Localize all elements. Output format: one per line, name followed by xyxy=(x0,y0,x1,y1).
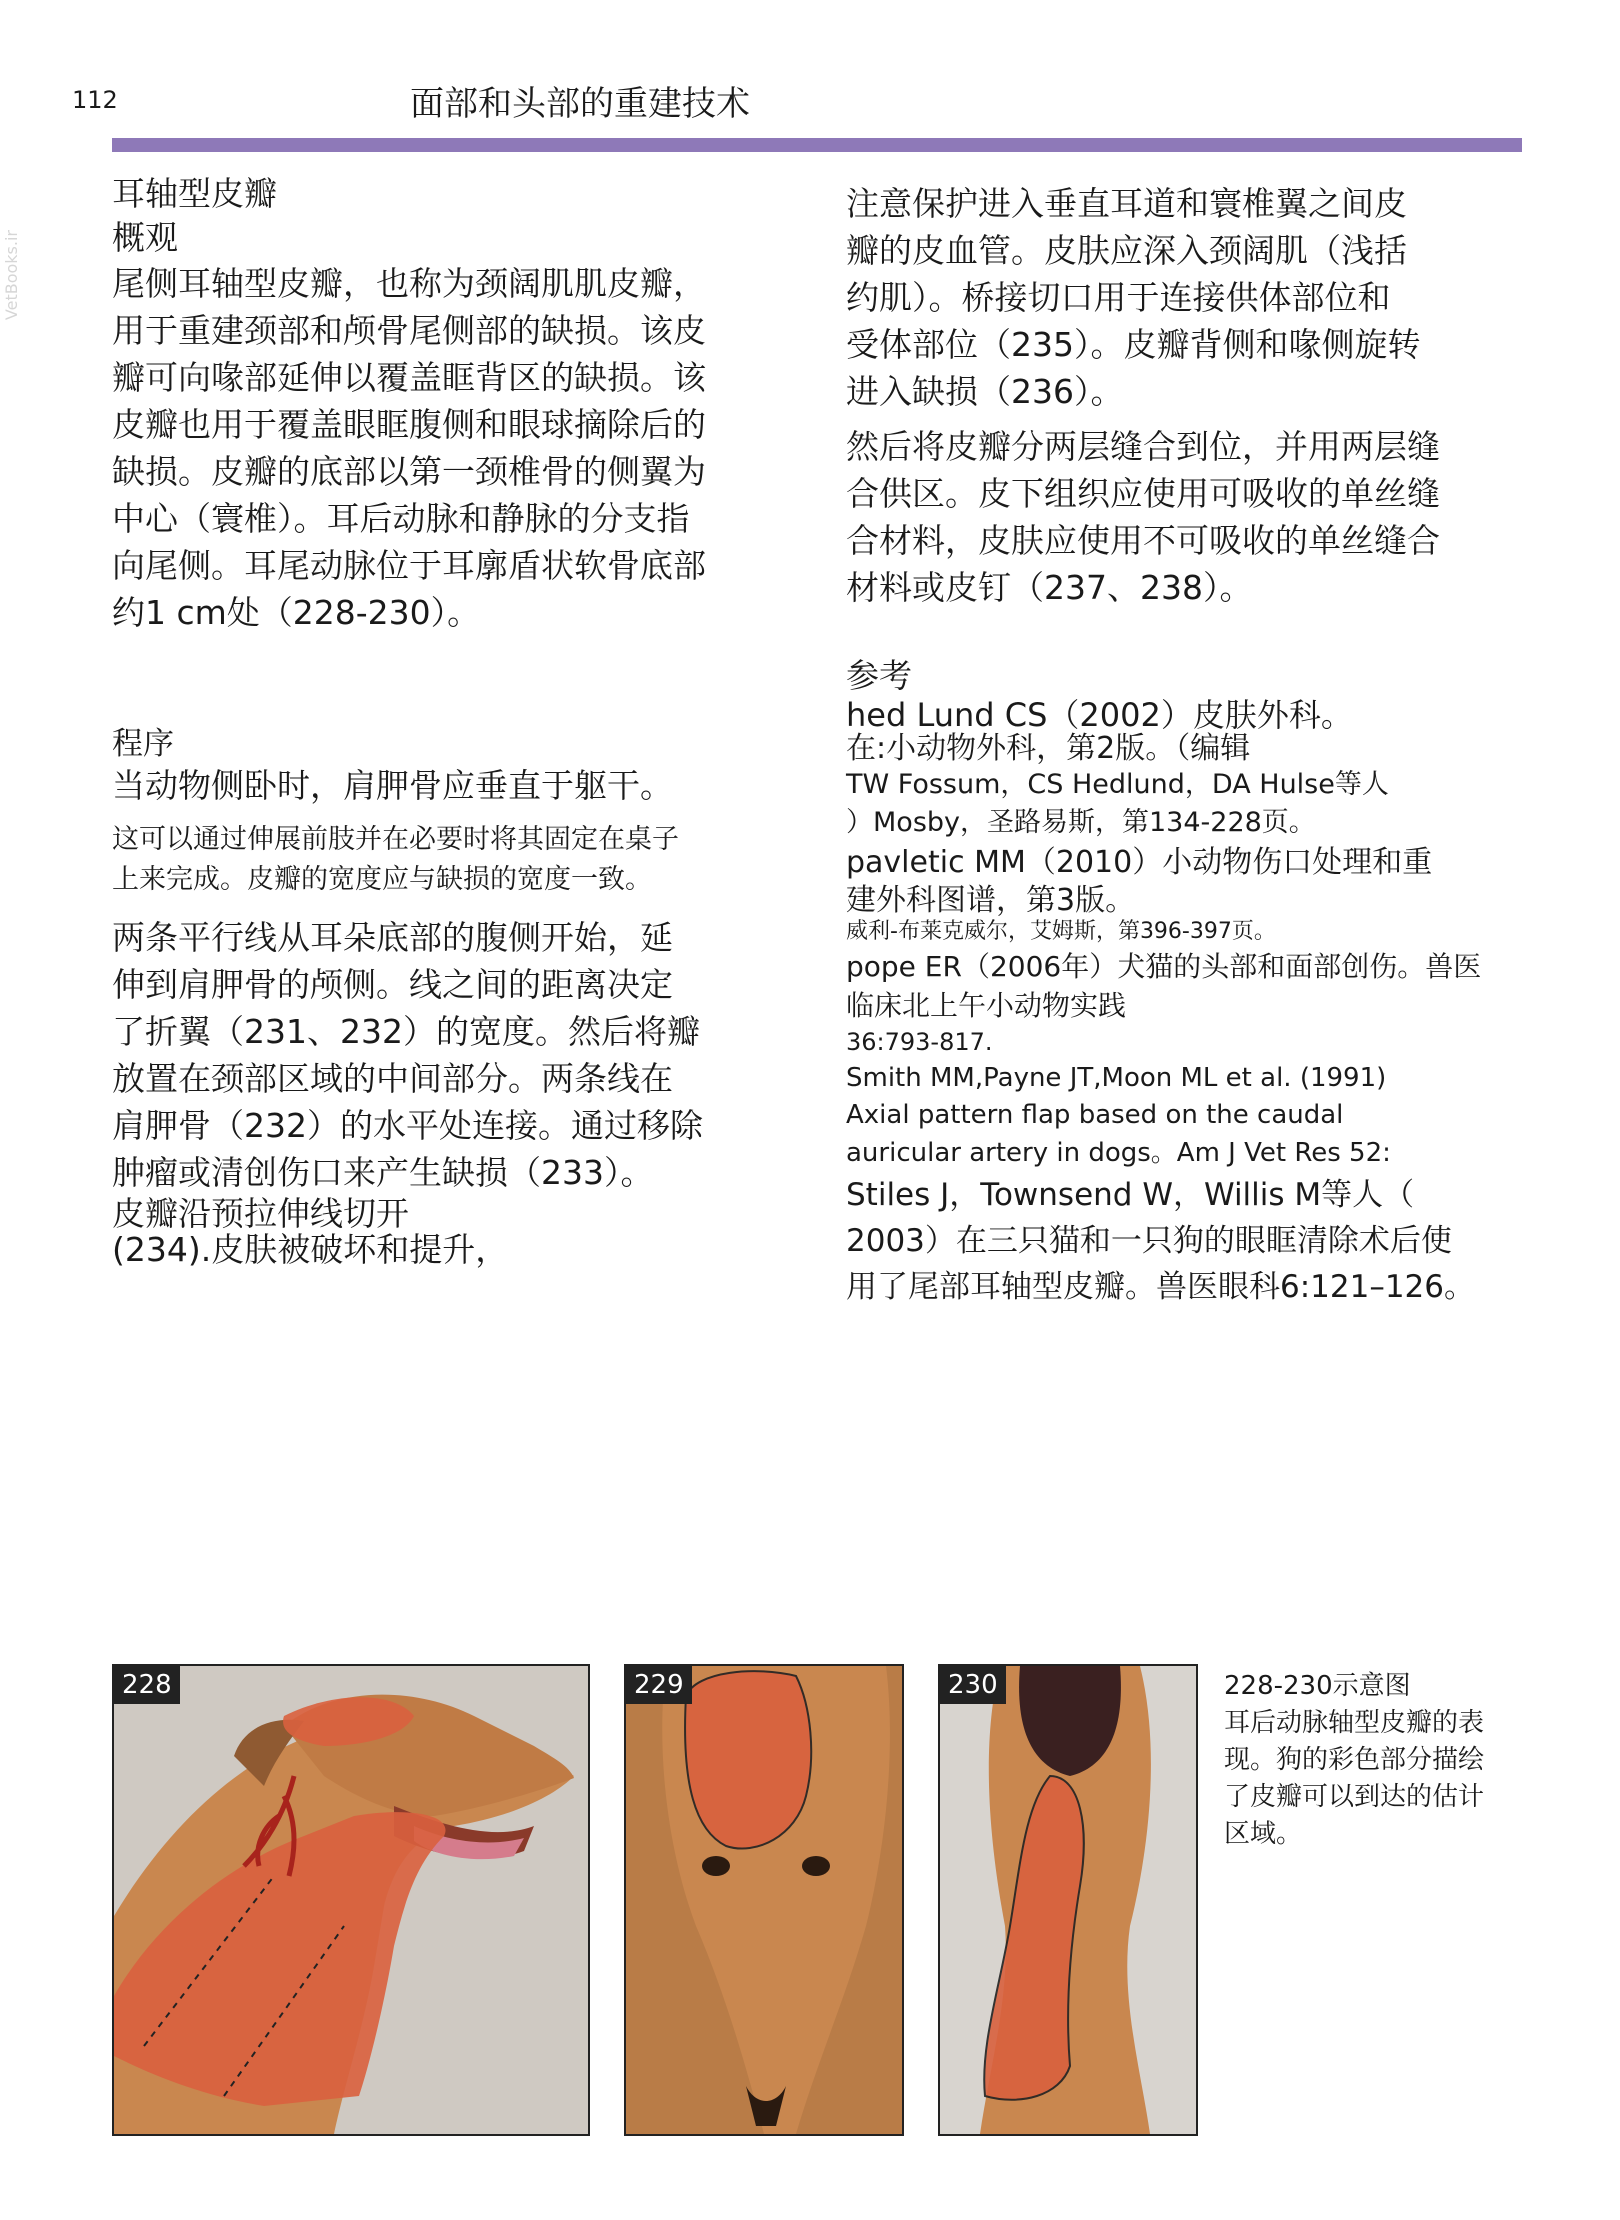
caption-line: 区域。 xyxy=(1224,1819,1303,1849)
reference-line: 用了尾部耳轴型皮瓣。兽医眼科6:121–126。 xyxy=(846,1269,1476,1305)
text-line: 伸到肩胛骨的颅侧。线之间的距离决定 xyxy=(112,965,673,1004)
reference-line: TW Fossum，CS Hedlund，DA Hulse等人 xyxy=(846,769,1389,800)
text-line: 缺损。皮瓣的底部以第一颈椎骨的侧翼为 xyxy=(112,452,706,491)
figure-228 xyxy=(112,1664,590,2136)
text-line: 了折翼（231、232）的宽度。然后将瓣 xyxy=(112,1012,700,1051)
text-line: 皮瓣也用于覆盖眼眶腹侧和眼球摘除后的 xyxy=(112,405,706,444)
caption-line: 228-230示意图 xyxy=(1224,1671,1411,1701)
references-section xyxy=(846,654,1546,1310)
watermark: VetBooks.ir xyxy=(2,230,21,321)
text-line: 进入缺损（236）。 xyxy=(846,372,1124,411)
text-line: 两条平行线从耳朵底部的腹侧开始，延 xyxy=(112,918,673,957)
text-line: 然后将皮瓣分两层缝合到位，并用两层缝 xyxy=(846,427,1440,466)
reference-line: 建外科图谱，第3版。 xyxy=(846,883,1136,918)
text-line: 合材料，皮肤应使用不可吸收的单丝缝合 xyxy=(846,521,1440,560)
closure-paragraph xyxy=(846,423,1546,611)
procedure-heading: 程序 xyxy=(112,726,174,762)
reference-line: 36:793-817. xyxy=(846,1028,993,1056)
procedure-small-paragraph xyxy=(112,820,812,900)
overview-heading: 概观 xyxy=(112,218,178,257)
text-line: 中心（寰椎）。耳后动脉和静脉的分支指 xyxy=(112,499,690,538)
figure-229 xyxy=(624,1664,904,2136)
left-column xyxy=(112,172,812,636)
continuation-paragraph xyxy=(846,180,1546,415)
reference-line: pavletic MM（2010）小动物伤口处理和重 xyxy=(846,845,1433,880)
running-title: 面部和头部的重建技术 xyxy=(410,84,750,124)
text-line: 受体部位（235）。皮瓣背侧和喙侧旋转 xyxy=(846,325,1421,364)
header-rule xyxy=(112,138,1522,152)
text-line: 当动物侧卧时，肩胛骨应垂直于躯干。 xyxy=(112,766,673,805)
reference-line: pope ER（2006年）犬猫的头部和面部创伤。兽医 xyxy=(846,950,1482,983)
caption-line: 耳后动脉轴型皮瓣的表 xyxy=(1224,1708,1485,1738)
text-line: 放置在颈部区域的中间部分。两条线在 xyxy=(112,1059,673,1098)
reference-line: Stiles J，Townsend W，Willis M等人（ xyxy=(846,1177,1415,1213)
text-line: 约1 cm处（228-230）。 xyxy=(112,593,481,632)
text-line: 向尾侧。耳尾动脉位于耳廓盾状软骨底部 xyxy=(112,546,706,585)
text-line: 瓣的皮血管。皮肤应深入颈阔肌（浅括 xyxy=(846,231,1407,270)
right-column xyxy=(846,180,1546,611)
page-number: 112 xyxy=(72,86,118,114)
figure-229-illustration xyxy=(626,1666,902,2134)
reference-line: ）Mosby，圣路易斯，第134-228页。 xyxy=(846,807,1316,838)
text-line: 注意保护进入垂直耳道和寰椎翼之间皮 xyxy=(846,184,1407,223)
text-line: 合供区。皮下组织应使用可吸收的单丝缝 xyxy=(846,474,1440,513)
caption-line: 现。狗的彩色部分描绘 xyxy=(1224,1745,1485,1775)
section-title: 耳轴型皮瓣 xyxy=(112,174,277,213)
references-heading: 参考 xyxy=(846,656,912,695)
reference-line: 在:小动物外科，第2版。（编辑 xyxy=(846,731,1251,766)
reference-line: 临床北上午小动物实践 xyxy=(846,989,1127,1022)
figure-230-illustration xyxy=(940,1666,1196,2134)
reference-line: auricular artery in dogs。Am J Vet Res 52: xyxy=(846,1138,1391,1168)
text-line: 上来完成。皮瓣的宽度应与缺损的宽度一致。 xyxy=(112,864,652,895)
text-line: 皮瓣沿预拉伸线切开 xyxy=(112,1194,409,1233)
text-line: 这可以通过伸展前肢并在必要时将其固定在桌子 xyxy=(112,824,679,855)
caption-line: 了皮瓣可以到达的估计 xyxy=(1224,1782,1485,1812)
overview-paragraph xyxy=(112,260,812,636)
figure-230 xyxy=(938,1664,1198,2136)
procedure-section xyxy=(112,722,812,1268)
figure-229-label: 229 xyxy=(626,1666,692,1704)
text-line: 尾侧耳轴型皮瓣，也称为颈阔肌肌皮瓣， xyxy=(112,264,706,303)
figure-228-illustration xyxy=(114,1666,588,2134)
text-line: 约肌）。桥接切口用于连接供体部位和 xyxy=(846,278,1391,317)
text-line: 肩胛骨（232）的水平处连接。通过移除 xyxy=(112,1106,703,1145)
reference-line: 2003）在三只猫和一只狗的眼眶清除术后使 xyxy=(846,1223,1452,1259)
figure-caption xyxy=(1224,1668,1524,1853)
reference-line: Axial pattern flap based on the caudal xyxy=(846,1100,1344,1130)
text-line: 肿瘤或清创伤口来产生缺损（233）。 xyxy=(112,1153,654,1192)
reference-line: hed Lund CS（2002）皮肤外科。 xyxy=(846,696,1353,734)
text-line: (234).皮肤被破坏和提升， xyxy=(112,1230,509,1269)
figure-230-label: 230 xyxy=(940,1666,1006,1704)
reference-line: 威利-布莱克威尔，艾姆斯，第396-397页。 xyxy=(846,919,1276,944)
procedure-paragraph xyxy=(112,914,812,1268)
reference-line: Smith MM,Payne JT,Moon ML et al. (1991) xyxy=(846,1063,1387,1093)
text-line: 瓣可向喙部延伸以覆盖眶背区的缺损。该 xyxy=(112,358,706,397)
text-line: 用于重建颈部和颅骨尾侧部的缺损。该皮 xyxy=(112,311,706,350)
figure-228-label: 228 xyxy=(114,1666,180,1704)
text-line: 材料或皮钉（237、238）。 xyxy=(846,568,1253,607)
